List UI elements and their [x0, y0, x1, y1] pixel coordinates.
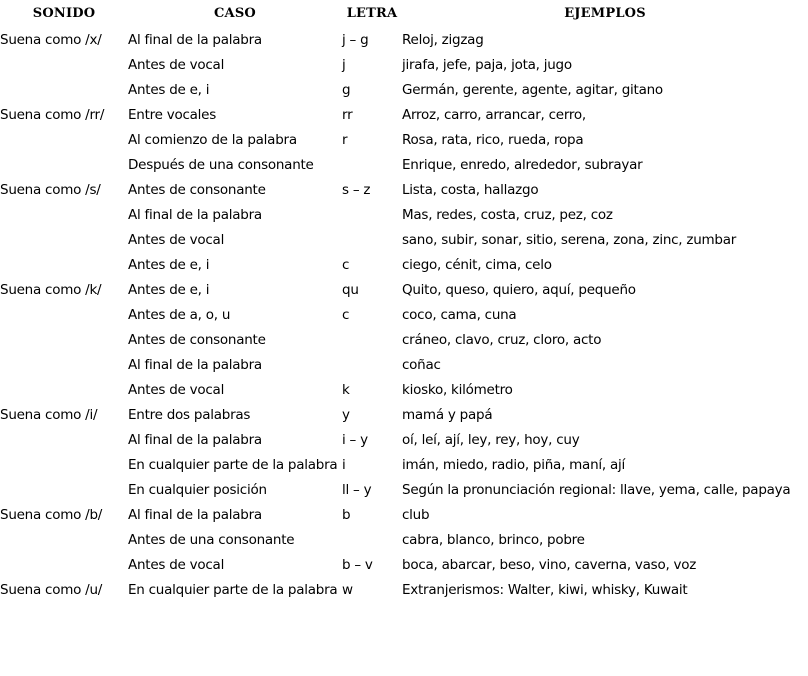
table-row: [0, 203, 808, 228]
cell-caso: Antes de consonante: [128, 182, 266, 198]
table-row: [0, 53, 808, 78]
cell-caso: Antes de consonante: [128, 332, 266, 348]
cell-ejemplos: Reloj, zigzag: [402, 32, 484, 48]
cell-ejemplos: sano, subir, sonar, sitio, serena, zona, zinc, zumbar: [402, 232, 737, 248]
cell-ejemplos: jirafa, jefe, paja, jota, jugo: [402, 57, 572, 73]
cell-letra: b: [342, 507, 351, 523]
cell-sonido: [0, 53, 128, 78]
table-row: [0, 553, 808, 578]
cell-sonido: Suena como /u/: [0, 582, 103, 598]
cell-letra: ll – y: [342, 482, 372, 498]
cell-caso: Antes de vocal: [128, 557, 225, 573]
table-row: [0, 253, 808, 278]
cell-letra: [342, 328, 402, 353]
cell-ejemplos: boca, abarcar, beso, vino, caverna, vaso, voz: [402, 557, 697, 573]
table-row: [0, 103, 808, 128]
cell-sonido: [0, 353, 128, 378]
cell-caso: Al comienzo de la palabra: [128, 132, 297, 148]
table-row: [0, 128, 808, 153]
cell-letra: r: [342, 132, 348, 148]
cell-caso: Al final de la palabra: [128, 207, 262, 223]
cell-ejemplos: Mas, redes, costa, cruz, pez, coz: [402, 207, 613, 223]
cell-ejemplos: oí, leí, ají, ley, rey, hoy, cuy: [402, 432, 580, 448]
cell-letra: k: [342, 382, 350, 398]
cell-letra: i – y: [342, 432, 368, 448]
cell-letra: qu: [342, 282, 359, 298]
table-row: [0, 403, 808, 428]
table-row: [0, 328, 808, 353]
cell-sonido: Suena como /rr/: [0, 107, 105, 123]
cell-ejemplos: cráneo, clavo, cruz, cloro, acto: [402, 332, 602, 348]
column-header-sonido: SONIDO: [32, 6, 96, 21]
table-row: [0, 528, 808, 553]
cell-letra: j – g: [342, 32, 369, 48]
cell-letra: c: [342, 307, 350, 323]
cell-ejemplos: ciego, cénit, cima, celo: [402, 257, 552, 273]
cell-caso: Antes de vocal: [128, 57, 225, 73]
column-header-ejemplos: EJEMPLOS: [564, 6, 646, 21]
cell-ejemplos: Lista, costa, hallazgo: [402, 182, 539, 198]
cell-letra: w: [342, 582, 353, 598]
cell-ejemplos: coñac: [402, 357, 441, 373]
cell-caso: Antes de e, i: [128, 282, 210, 298]
cell-ejemplos: imán, miedo, radio, piña, maní, ají: [402, 457, 625, 473]
cell-caso: Antes de e, i: [128, 82, 210, 98]
cell-letra: [342, 153, 402, 178]
cell-ejemplos: kiosko, kilómetro: [402, 382, 513, 398]
cell-ejemplos: Enrique, enredo, alrededor, subrayar: [402, 157, 643, 173]
cell-letra: g: [342, 82, 351, 98]
cell-letra: s – z: [342, 182, 371, 198]
table-row: [0, 178, 808, 203]
column-header-caso: CASO: [214, 6, 256, 21]
cell-caso: Antes de a, o, u: [128, 307, 231, 323]
cell-letra: y: [342, 407, 350, 423]
cell-ejemplos: Según la pronunciación regional: llave, yema, calle, papaya: [402, 482, 791, 498]
cell-letra: [342, 228, 402, 253]
cell-letra: c: [342, 257, 350, 273]
cell-letra: rr: [342, 107, 353, 123]
cell-sonido: [0, 78, 128, 103]
cell-caso: Antes de e, i: [128, 257, 210, 273]
table-row: [0, 503, 808, 528]
cell-sonido: [0, 378, 128, 403]
cell-letra: i: [342, 457, 346, 473]
cell-sonido: [0, 428, 128, 453]
table-row: [0, 428, 808, 453]
table-body: [0, 28, 808, 603]
cell-ejemplos: cabra, blanco, brinco, pobre: [402, 532, 585, 548]
cell-sonido: [0, 228, 128, 253]
cell-letra: [342, 353, 402, 378]
cell-sonido: [0, 128, 128, 153]
cell-sonido: [0, 528, 128, 553]
table-row: [0, 478, 808, 503]
cell-sonido: [0, 153, 128, 178]
cell-sonido: [0, 203, 128, 228]
cell-ejemplos: Quito, queso, quiero, aquí, pequeño: [402, 282, 636, 298]
table-header-row: [0, 0, 808, 28]
cell-caso: Entre vocales: [128, 107, 217, 123]
cell-caso: Antes de una consonante: [128, 532, 295, 548]
cell-caso: En cualquier parte de la palabra: [128, 582, 338, 598]
cell-ejemplos: Extranjerismos: Walter, kiwi, whisky, Kuwait: [402, 582, 688, 598]
cell-caso: Entre dos palabras: [128, 407, 251, 423]
cell-sonido: [0, 453, 128, 478]
table-row: [0, 153, 808, 178]
table-header: [0, 0, 808, 28]
cell-caso: Al final de la palabra: [128, 432, 262, 448]
cell-letra: [342, 528, 402, 553]
cell-ejemplos: mamá y papá: [402, 407, 493, 423]
cell-ejemplos: coco, cama, cuna: [402, 307, 517, 323]
cell-caso: Antes de vocal: [128, 382, 225, 398]
table-row: [0, 303, 808, 328]
cell-caso: En cualquier posición: [128, 482, 267, 498]
table-row: [0, 453, 808, 478]
table-row: [0, 378, 808, 403]
cell-letra: j: [342, 57, 346, 73]
cell-caso: Antes de vocal: [128, 232, 225, 248]
cell-sonido: Suena como /s/: [0, 182, 101, 198]
cell-caso: Al final de la palabra: [128, 32, 262, 48]
cell-sonido: [0, 328, 128, 353]
cell-sonido: [0, 553, 128, 578]
table-row: [0, 78, 808, 103]
cell-caso: Al final de la palabra: [128, 357, 262, 373]
cell-caso: En cualquier parte de la palabra: [128, 457, 338, 473]
cell-ejemplos: Germán, gerente, agente, agitar, gitano: [402, 82, 663, 98]
cell-sonido: [0, 253, 128, 278]
cell-ejemplos: club: [402, 507, 430, 523]
cell-sonido: [0, 478, 128, 503]
column-header-letra: LETRA: [346, 6, 398, 21]
cell-sonido: Suena como /b/: [0, 507, 103, 523]
table-row: [0, 578, 808, 603]
cell-letra: b – v: [342, 557, 373, 573]
cell-letra: [342, 203, 402, 228]
table-row: [0, 28, 808, 53]
cell-sonido: [0, 303, 128, 328]
cell-caso: Después de una consonante: [128, 157, 314, 173]
cell-sonido: Suena como /i/: [0, 407, 98, 423]
table-row: [0, 228, 808, 253]
cell-caso: Al final de la palabra: [128, 507, 262, 523]
table-row: [0, 278, 808, 303]
table-row: [0, 353, 808, 378]
cell-sonido: Suena como /x/: [0, 32, 102, 48]
cell-ejemplos: Arroz, carro, arrancar, cerro,: [402, 107, 586, 123]
cell-sonido: Suena como /k/: [0, 282, 102, 298]
cell-ejemplos: Rosa, rata, rico, rueda, ropa: [402, 132, 584, 148]
